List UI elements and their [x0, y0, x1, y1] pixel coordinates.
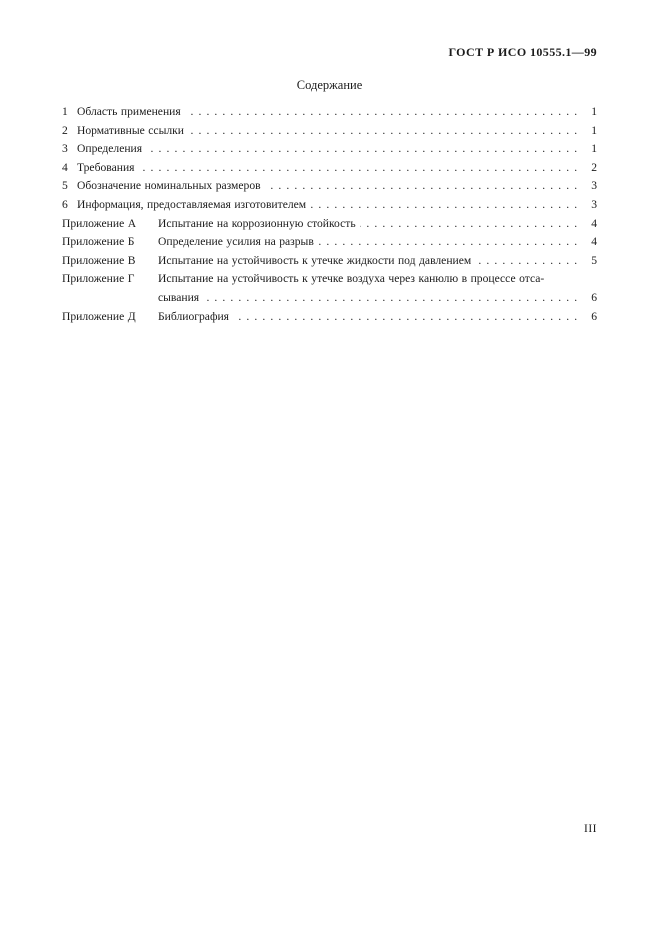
- toc-item-title: Испытание на коррозионную стойкость: [158, 216, 356, 230]
- toc-item-title: Испытание на устойчивость к утечке жидкости под давлением: [158, 253, 472, 267]
- toc-row-appendix: [62, 215, 597, 234]
- toc-item-page: 5: [591, 253, 597, 267]
- toc-row: [62, 103, 597, 122]
- dot-leader: [203, 289, 578, 308]
- folio-page-number: III: [584, 823, 597, 835]
- toc-item-page: 3: [591, 197, 597, 211]
- toc-item-title: Определения: [77, 142, 143, 156]
- toc-row-appendix: [62, 252, 597, 271]
- toc-item-title: Требования: [77, 160, 135, 174]
- toc-item-page: 1: [591, 142, 597, 156]
- toc-row-appendix: [62, 233, 597, 252]
- table-of-contents: [62, 103, 597, 326]
- toc-item-title: Обозначение номинальных размеров: [77, 179, 261, 193]
- toc-row: [62, 140, 597, 159]
- appendix-label: Приложение А: [62, 216, 137, 230]
- appendix-label: Приложение Г: [62, 272, 135, 286]
- toc-item-title: Определение усилия на разрыв: [158, 235, 314, 249]
- toc-item-title-line1: Испытание на устойчивость к утечке воздуха через канюлю в процессе отса-: [158, 272, 545, 286]
- appendix-label: Приложение Д: [62, 309, 136, 323]
- toc-item-number: 4: [62, 160, 68, 174]
- toc-item-page: 3: [591, 179, 597, 193]
- toc-row-appendix: [62, 308, 597, 327]
- toc-row: [62, 196, 597, 215]
- toc-item-page: 1: [591, 123, 597, 137]
- toc-row-appendix: [62, 270, 597, 289]
- dot-leader: [146, 140, 578, 159]
- toc-item-title: Информация, предоставляемая изготовителем: [77, 197, 307, 211]
- toc-row: [62, 122, 597, 141]
- dot-leader: [318, 233, 578, 252]
- toc-row: [62, 177, 597, 196]
- toc-item-page: 4: [591, 216, 597, 230]
- standard-code: ГОСТ Р ИСО 10555.1—99: [448, 45, 597, 59]
- dot-leader: [360, 215, 578, 234]
- dot-leader: [233, 308, 578, 327]
- toc-item-page: 6: [591, 309, 597, 323]
- toc-item-title-line2: сывания: [158, 290, 200, 304]
- dot-leader: [475, 252, 578, 271]
- toc-item-number: 2: [62, 123, 68, 137]
- dot-leader: [310, 196, 578, 215]
- dot-leader: [139, 159, 579, 178]
- toc-row-appendix-continuation: [62, 289, 597, 308]
- toc-item-number: 1: [62, 105, 68, 118]
- toc-item-page: 4: [591, 235, 597, 249]
- dot-leader: [265, 177, 578, 196]
- toc-item-number: 3: [62, 142, 68, 156]
- toc-item-number: 5: [62, 179, 68, 193]
- dot-leader: [188, 122, 578, 141]
- toc-item-page: 2: [591, 160, 597, 174]
- toc-item-title: Нормативные ссылки: [77, 123, 184, 137]
- appendix-label: Приложение В: [62, 253, 136, 267]
- dot-leader: [185, 103, 578, 122]
- toc-item-title: Область применения: [77, 105, 181, 118]
- toc-item-title: Библиография: [158, 309, 230, 323]
- toc-row: [62, 159, 597, 178]
- page-title: Содержание: [296, 78, 363, 92]
- toc-item-page: 1: [591, 105, 597, 118]
- toc-item-number: 6: [62, 197, 68, 211]
- appendix-label: Приложение Б: [62, 235, 135, 249]
- toc-item-page: 6: [591, 290, 597, 304]
